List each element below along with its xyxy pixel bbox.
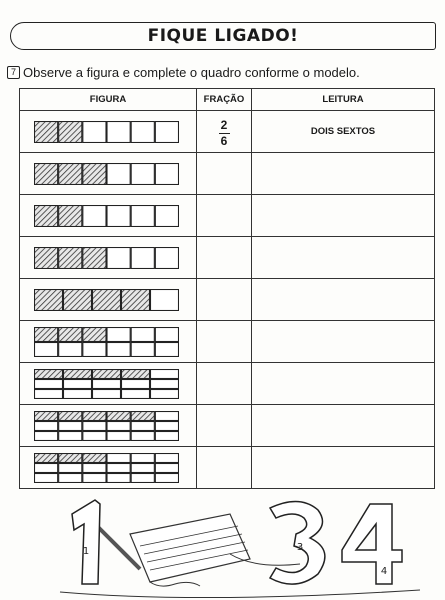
digit-four-character xyxy=(342,504,402,584)
shaded-part xyxy=(83,411,106,420)
unshaded-part xyxy=(59,431,82,440)
reading-cell[interactable] xyxy=(252,321,435,363)
table-row xyxy=(20,237,435,279)
reading-cell[interactable] xyxy=(252,363,435,405)
shaded-part xyxy=(59,247,82,268)
unshaded-part xyxy=(83,342,106,356)
shaded-part xyxy=(59,121,82,142)
fraction-numerator: 2 xyxy=(220,117,228,132)
shaded-part xyxy=(83,453,106,462)
unshaded-part xyxy=(107,163,130,184)
shaded-part xyxy=(93,289,121,310)
unshaded-part xyxy=(155,121,178,142)
header-figura: FIGURA xyxy=(20,89,197,111)
shaded-part xyxy=(35,411,58,420)
unshaded-part xyxy=(83,205,106,226)
unshaded-part xyxy=(155,205,178,226)
page-title: FIQUE LIGADO! xyxy=(147,26,299,46)
instruction-text: Observe a figura e complete o quadro conforme o modelo. xyxy=(23,65,360,80)
shaded-part xyxy=(59,205,82,226)
shaded-part xyxy=(83,327,106,341)
unshaded-part xyxy=(155,453,178,462)
fraction-table xyxy=(19,88,435,489)
unshaded-part xyxy=(131,163,154,184)
figure-cell xyxy=(20,405,197,447)
table-row xyxy=(20,447,435,489)
shaded-part xyxy=(35,369,63,378)
table-row xyxy=(20,321,435,363)
title-banner xyxy=(10,22,436,50)
reading-cell xyxy=(252,111,435,153)
figure-cell xyxy=(20,195,197,237)
fraction-cell[interactable] xyxy=(197,321,252,363)
fraction-grid xyxy=(34,453,179,483)
unshaded-part xyxy=(35,389,63,398)
shaded-part xyxy=(83,163,106,184)
unshaded-part xyxy=(83,473,106,482)
fraction-grid xyxy=(34,121,179,143)
table-row xyxy=(20,111,435,153)
unshaded-part xyxy=(35,421,58,430)
unshaded-part xyxy=(151,369,179,378)
fraction-grid xyxy=(34,163,179,185)
unshaded-part xyxy=(83,121,106,142)
unshaded-part xyxy=(131,453,154,462)
unshaded-part xyxy=(107,205,130,226)
instruction xyxy=(7,65,360,80)
shaded-part xyxy=(59,327,82,341)
unshaded-part xyxy=(93,379,121,388)
unshaded-part xyxy=(151,289,179,310)
digit-three-label: 3 xyxy=(296,542,304,553)
shaded-part xyxy=(93,369,121,378)
reading-cell[interactable] xyxy=(252,237,435,279)
fraction-grid xyxy=(34,247,179,269)
shaded-part xyxy=(35,247,58,268)
digit-three-character xyxy=(270,501,325,584)
fraction-cell[interactable] xyxy=(197,405,252,447)
unshaded-part xyxy=(131,342,154,356)
shaded-part xyxy=(59,411,82,420)
unshaded-part xyxy=(93,389,121,398)
unshaded-part xyxy=(155,342,178,356)
figure-cell xyxy=(20,237,197,279)
digit-one-label: 1 xyxy=(82,546,90,557)
unshaded-part xyxy=(59,473,82,482)
table-row xyxy=(20,405,435,447)
figure-cell xyxy=(20,153,197,195)
figure-cell xyxy=(20,363,197,405)
fraction-grid xyxy=(34,289,179,311)
unshaded-part xyxy=(35,473,58,482)
header-fracao: FRAÇÃO xyxy=(197,89,252,111)
fraction-denominator: 6 xyxy=(220,133,228,148)
fraction-cell[interactable] xyxy=(197,153,252,195)
shaded-part xyxy=(122,369,150,378)
unshaded-part xyxy=(155,431,178,440)
unshaded-part xyxy=(59,463,82,472)
digit-one-character xyxy=(72,500,100,584)
shaded-part xyxy=(35,453,58,462)
reading-cell[interactable] xyxy=(252,279,435,321)
reading-cell[interactable] xyxy=(252,447,435,489)
unshaded-part xyxy=(59,421,82,430)
unshaded-part xyxy=(131,473,154,482)
shaded-part xyxy=(122,289,150,310)
unshaded-part xyxy=(83,431,106,440)
unshaded-part xyxy=(35,379,63,388)
fraction-grid xyxy=(34,411,179,441)
shaded-part xyxy=(35,289,63,310)
reading-cell[interactable] xyxy=(252,153,435,195)
unshaded-part xyxy=(35,431,58,440)
unshaded-part xyxy=(107,247,130,268)
unshaded-part xyxy=(107,453,130,462)
reading-cell[interactable] xyxy=(252,195,435,237)
fraction-cell xyxy=(197,111,252,153)
fraction-grid xyxy=(34,327,179,357)
shaded-part xyxy=(59,453,82,462)
shaded-part xyxy=(35,327,58,341)
unshaded-part xyxy=(122,379,150,388)
unshaded-part xyxy=(35,342,58,356)
unshaded-part xyxy=(64,389,92,398)
digit-four-label: 4 xyxy=(380,566,388,577)
example-reading: DOIS SEXTOS xyxy=(310,126,376,137)
unshaded-part xyxy=(83,463,106,472)
unshaded-part xyxy=(155,163,178,184)
unshaded-part xyxy=(155,421,178,430)
exercise-number: 7 xyxy=(7,66,20,79)
table-row xyxy=(20,363,435,405)
header-leitura: LEITURA xyxy=(252,89,435,111)
table-row xyxy=(20,195,435,237)
table-row xyxy=(20,153,435,195)
shaded-part xyxy=(64,289,92,310)
unshaded-part xyxy=(83,421,106,430)
unshaded-part xyxy=(151,389,179,398)
fraction-cell[interactable] xyxy=(197,279,252,321)
table-row xyxy=(20,279,435,321)
fraction-cell[interactable] xyxy=(197,363,252,405)
unshaded-part xyxy=(107,431,130,440)
unshaded-part xyxy=(107,473,130,482)
shaded-part xyxy=(107,411,130,420)
shaded-part xyxy=(59,163,82,184)
shaded-part xyxy=(35,163,58,184)
fraction-grid xyxy=(34,369,179,399)
unshaded-part xyxy=(64,379,92,388)
unshaded-part xyxy=(107,121,130,142)
unshaded-part xyxy=(131,463,154,472)
example-fraction xyxy=(219,119,230,148)
fraction-grid xyxy=(34,205,179,227)
shaded-part xyxy=(131,411,154,420)
fraction-cell[interactable] xyxy=(197,237,252,279)
shaded-part xyxy=(64,369,92,378)
unshaded-part xyxy=(155,327,178,341)
figure-cell xyxy=(20,279,197,321)
shaded-part xyxy=(83,247,106,268)
figure-cell xyxy=(20,111,197,153)
reading-cell[interactable] xyxy=(252,405,435,447)
shaded-part xyxy=(35,121,58,142)
fraction-cell[interactable] xyxy=(197,195,252,237)
number-characters-illustration xyxy=(0,494,445,600)
unshaded-part xyxy=(59,342,82,356)
unshaded-part xyxy=(35,463,58,472)
unshaded-part xyxy=(155,247,178,268)
unshaded-part xyxy=(107,342,130,356)
figure-cell xyxy=(20,321,197,363)
unshaded-part xyxy=(155,411,178,420)
unshaded-part xyxy=(107,463,130,472)
unshaded-part xyxy=(107,327,130,341)
unshaded-part xyxy=(131,205,154,226)
unshaded-part xyxy=(122,389,150,398)
fraction-table-wrapper xyxy=(19,88,431,489)
table-header-row xyxy=(20,89,435,111)
unshaded-part xyxy=(107,421,130,430)
unshaded-part xyxy=(131,421,154,430)
unshaded-part xyxy=(155,473,178,482)
fraction-cell[interactable] xyxy=(197,447,252,489)
unshaded-part xyxy=(131,247,154,268)
unshaded-part xyxy=(131,327,154,341)
unshaded-part xyxy=(131,121,154,142)
unshaded-part xyxy=(155,463,178,472)
unshaded-part xyxy=(151,379,179,388)
figure-cell xyxy=(20,447,197,489)
shaded-part xyxy=(35,205,58,226)
unshaded-part xyxy=(131,431,154,440)
